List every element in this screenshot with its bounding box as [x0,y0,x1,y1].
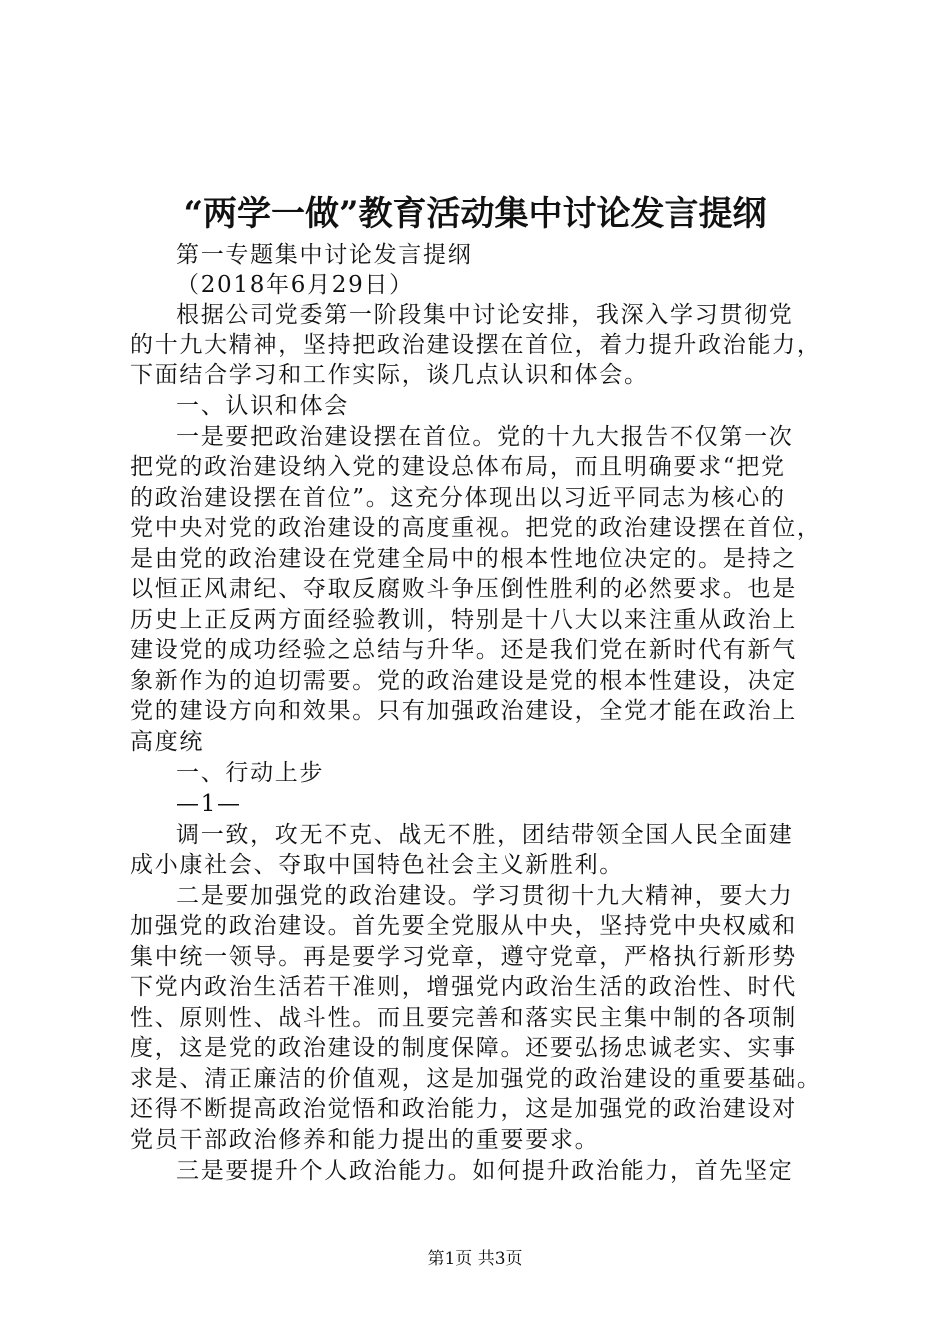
text-line: 党中央对党的政治建设的高度重视。把党的政治建设摆在首位， [130,515,822,541]
text-line: 度，这是党的政治建设的制度保障。还要弘扬忠诚老实、实事 [130,1035,797,1061]
text-line: 象新作为的迫切需要。党的政治建设是党的根本性建设，决定 [130,668,797,694]
text-line: 还得不断提高政治觉悟和政治能力，这是加强党的政治建设对 [130,1096,797,1122]
text-line: 下面结合学习和工作实际，谈几点认识和体会。 [130,362,649,388]
text-line: 求是、清正廉洁的价值观，这是加强党的政治建设的重要基础。 [130,1066,822,1092]
text-line: 二是要加强党的政治建设。学习贯彻十九大精神，要大力 [176,883,794,909]
text-line: 是由党的政治建设在党建全局中的根本性地位决定的。是持之 [130,546,797,572]
subtitle-line: 第一专题集中讨论发言提纲 [176,242,473,268]
text-line: 集中统一领导。再是要学习党章，遵守党章，严格执行新形势 [130,944,797,970]
text-line: 成小康社会、夺取中国特色社会主义新胜利。 [130,852,624,878]
text-line: 的政治建设摆在首位”。这充分体现出以习近平同志为核心的 [130,485,786,511]
document-title: “两学一做”教育活动集中讨论发言提纲 [183,194,767,234]
page-footer: 第1页 共3页 [427,1249,523,1269]
text-line: 党员干部政治修养和能力提出的重要要求。 [130,1127,600,1153]
section-heading: 一、行动上步 [176,760,325,786]
text-line: 根据公司党委第一阶段集中讨论安排，我深入学习贯彻党 [176,302,794,328]
text-line: 把党的政治建设纳入党的建设总体布局，而且明确要求“把党 [130,454,786,480]
text-line: 历史上正反两方面经验教训，特别是十八大以来注重从政治上 [130,607,797,633]
text-line: 高度统 [130,729,205,755]
text-line: 党的建设方向和效果。只有加强政治建设，全党才能在政治上 [130,698,797,724]
text-line: 下党内政治生活若干准则，增强党内政治生活的政治性、时代 [130,974,797,1000]
text-line: 性、原则性、战斗性。而且要完善和落实民主集中制的各项制 [130,1005,797,1031]
text-line: 三是要提升个人政治能力。如何提升政治能力，首先坚定 [176,1158,794,1184]
text-line: 以恒正风肃纪、夺取反腐败斗争压倒性胜利的必然要求。也是 [130,576,797,602]
date-line: （2018年6月29日） [176,272,414,298]
inline-page-marker: —1— [176,791,242,817]
text-line: 建设党的成功经验之总结与升华。还是我们党在新时代有新气 [130,637,797,663]
text-line: 调一致，攻无不克、战无不胜，团结带领全国人民全面建 [176,822,794,848]
text-line: 一是要把政治建设摆在首位。党的十九大报告不仅第一次 [176,424,794,450]
text-line: 的十九大精神，坚持把政治建设摆在首位，着力提升政治能力， [130,332,822,358]
text-line: 加强党的政治建设。首先要全党服从中央，坚持党中央权威和 [130,913,797,939]
section-heading: 一、认识和体会 [176,393,349,419]
